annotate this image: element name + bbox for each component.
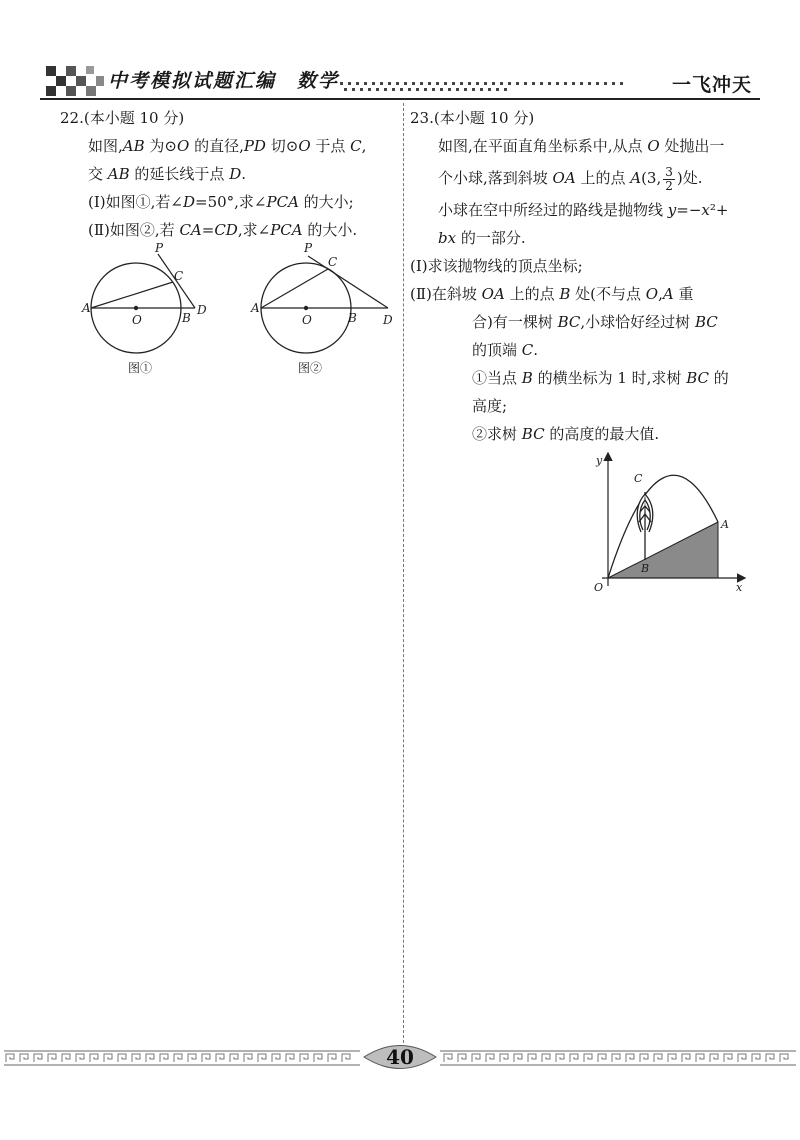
q23-figure <box>590 448 750 596</box>
q23-part2-line1: (Ⅱ)在斜坡 OA 上的点 B 处(不与点 O,A 重 <box>410 285 694 303</box>
q22-number: 22.(本小题 10 分) <box>60 109 185 127</box>
q23-line2: 个小球,落到斜坡 OA 上的点 A(3, $\frac{3}{2}$ )处. <box>438 164 703 193</box>
column-divider <box>403 103 404 1043</box>
tree <box>637 492 653 560</box>
q23-line4: bx 的一部分. <box>438 229 526 247</box>
fig2-label-d: D <box>383 313 393 327</box>
q22-part2: (Ⅱ)如图②,若 CA=CD,求∠PCA 的大小. <box>88 221 358 239</box>
fig2-label-p: P <box>304 241 313 255</box>
q22-figure-1 <box>80 238 220 388</box>
fig1-caption: 图① <box>128 361 153 375</box>
q23-line3: 小球在空中所经过的路线是抛物线 y=−x²+ <box>438 201 729 219</box>
fig1-label-o: O <box>132 313 142 327</box>
q23-part2-line3: 的顶端 C. <box>472 341 539 359</box>
question-23 <box>410 104 755 448</box>
fig2-chord-ac <box>261 269 328 308</box>
fig2-caption: 图② <box>298 361 323 375</box>
fig2-label-b: B <box>348 311 357 325</box>
fig2-tangent-pd <box>308 256 388 308</box>
fig2-label-c: C <box>328 255 338 269</box>
header-brand: 一飞冲天 <box>671 74 752 96</box>
fig1-chord-ac <box>91 282 173 308</box>
q23-number: 23.(本小题 10 分) <box>410 109 535 127</box>
q22-figure-2 <box>250 238 400 388</box>
fig2-label-a: A <box>251 301 260 315</box>
q23-fraction: $\frac{3}{2}$ <box>665 164 673 193</box>
q22-part1: (Ⅰ)如图①,若∠D=50°,求∠PCA 的大小; <box>88 193 354 211</box>
fig1-label-c: C <box>174 269 184 283</box>
q23-line1: 如图,在平面直角坐标系中,从点 O 处抛出一 <box>438 137 725 155</box>
q22-line2: 交 AB 的延长线于点 D. <box>88 165 246 183</box>
q23-fig-label-y: y <box>596 454 603 467</box>
slope-region <box>608 522 718 578</box>
q23-fig-label-x: x <box>736 581 743 594</box>
header-logo-checker <box>44 62 104 96</box>
fig1-label-d: D <box>197 303 207 317</box>
q23-sub1-line1: ①当点 B 的横坐标为 1 时,求树 BC 的 <box>472 369 729 387</box>
q23-part1: (Ⅰ)求该抛物线的顶点坐标; <box>410 257 583 275</box>
q23-fig-label-a: A <box>721 518 729 531</box>
fig1-center-dot <box>134 306 138 310</box>
question-22 <box>60 104 396 244</box>
header-rule <box>40 98 760 100</box>
header-dotted-band <box>340 80 640 94</box>
page-number: 40 <box>386 1045 414 1069</box>
q23-sub2: ②求树 BC 的高度的最大值. <box>472 425 660 443</box>
q23-part2-line2: 合)有一棵树 BC,小球恰好经过树 BC <box>472 313 718 331</box>
header-title: 中考模拟试题汇编 数学 <box>108 70 340 92</box>
q23-sub1-line2: 高度; <box>472 397 508 415</box>
fig1-label-a: A <box>82 301 91 315</box>
fig2-label-o: O <box>302 313 312 327</box>
q23-fig-label-b: B <box>641 562 650 575</box>
fig1-label-p: P <box>155 241 164 255</box>
fig1-label-b: B <box>182 311 191 325</box>
q22-line1: 如图,AB 为⊙O 的直径,PD 切⊙O 于点 C, <box>88 137 367 155</box>
fig2-center-dot <box>304 306 308 310</box>
q23-fig-label-c: C <box>634 472 643 485</box>
q23-fig-label-o: O <box>594 581 604 594</box>
